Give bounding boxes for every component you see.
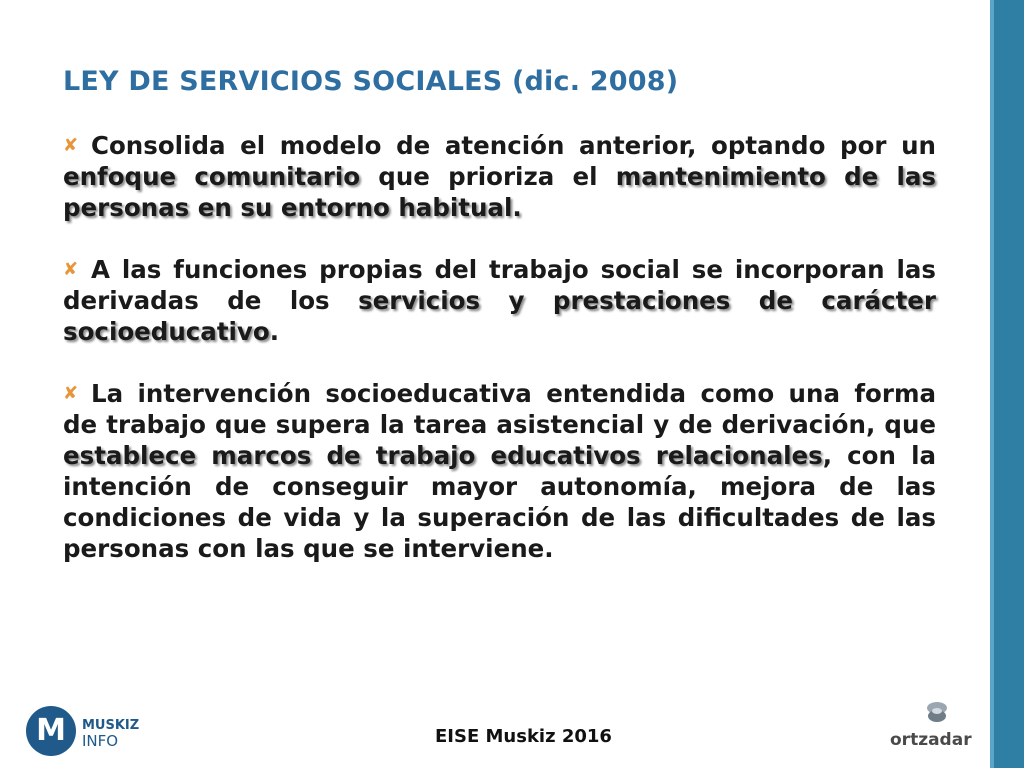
highlight-text: establece marcos de trabajo educativos relacionales xyxy=(63,441,823,470)
slide-footer: EISE Muskiz 2016 xyxy=(435,726,612,747)
slide-title: LEY DE SERVICIOS SOCIALES (dic. 2008) xyxy=(63,66,679,97)
slide-body xyxy=(63,130,936,595)
paragraph-text: . xyxy=(269,317,280,346)
logo-brand-line1: MUSKIZ xyxy=(82,718,140,733)
highlight-text: enfoque comunitario xyxy=(63,162,361,191)
bullet-paragraph-2 xyxy=(63,254,936,347)
ortzadar-logo-icon xyxy=(924,700,950,728)
bullet-paragraph-1 xyxy=(63,130,936,223)
paragraph-text: A las funciones propias del trabajo social se incorporan las derivadas de los xyxy=(63,255,936,315)
paragraph-text: que prioriza el xyxy=(360,162,616,191)
paragraph-text: La intervención socioeducativa entendida como una forma de trabajo que supera la tarea asistencial y de derivación, que xyxy=(63,379,936,439)
muskiz-logo-mark: M xyxy=(26,706,76,756)
bullet-cross-icon: ✘ xyxy=(63,383,79,404)
paragraph-text: , con la intención de conseguir mayor autonomía, mejora de las condiciones de vida y la superación de las dificultades de las personas con las que se interviene. xyxy=(63,441,936,563)
highlight-text: mantenimiento de las personas en su entorno habitual. xyxy=(63,162,936,222)
bullet-cross-icon: ✘ xyxy=(63,259,79,280)
muskiz-info-logo xyxy=(26,706,146,756)
highlight-text: servicios y prestaciones de carácter socioeducativo xyxy=(63,286,936,346)
ortzadar-wordmark: ortzadar xyxy=(890,730,972,750)
bullet-cross-icon: ✘ xyxy=(63,135,79,156)
right-accent-bar xyxy=(990,0,1024,768)
ortzadar-logo xyxy=(890,700,980,760)
logo-brand-line2: INFO xyxy=(82,732,119,750)
paragraph-text: Consolida el modelo de atención anterior, optando por un xyxy=(91,131,936,160)
bullet-paragraph-3 xyxy=(63,378,936,564)
